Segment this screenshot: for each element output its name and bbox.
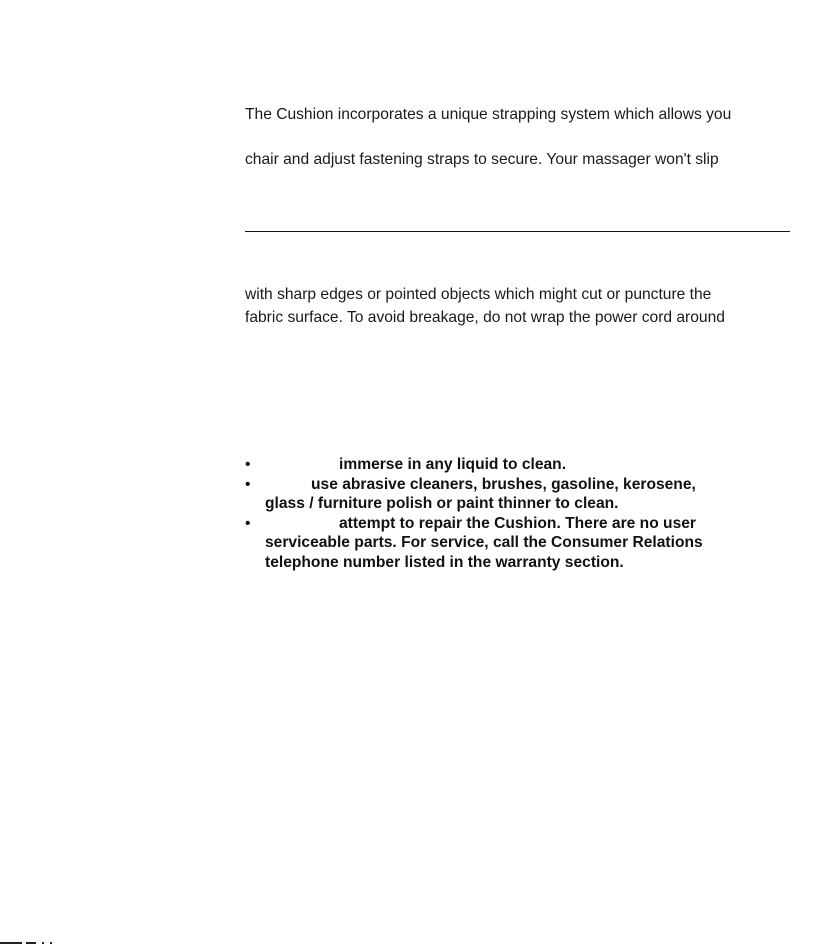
list-item: [245, 475, 805, 514]
strapping-line-2: chair and adjust fastening straps to secure. Your massager won't slip: [245, 151, 719, 168]
strapping-line-1: The Cushion incorporates a unique strapping system which allows you: [245, 106, 732, 123]
bullet-marker: •: [245, 514, 251, 532]
page-edge-mark: [0, 942, 60, 947]
cleaning-warnings-list: [245, 455, 805, 572]
bullet-marker: •: [245, 475, 251, 493]
storage-line-2: fabric surface. To avoid breakage, do not wrap the power cord around: [245, 309, 725, 326]
warning-text-continued: serviceable parts. For service, call the Consumer Relations: [265, 534, 703, 551]
warning-text-continued: glass / furniture polish or paint thinner to clean.: [265, 495, 619, 512]
list-item: [245, 514, 805, 573]
storage-line-1: with sharp edges or pointed objects which might cut or puncture the: [245, 286, 712, 303]
warning-text: attempt to repair the Cushion. There are no user: [339, 514, 696, 532]
section-divider: [245, 231, 790, 232]
list-item: [245, 455, 805, 475]
warning-text-continued: telephone number listed in the warranty section.: [265, 553, 624, 571]
warning-text: use abrasive cleaners, brushes, gasoline, kerosene,: [311, 475, 696, 493]
warning-text: immerse in any liquid to clean.: [339, 456, 567, 473]
bullet-marker: •: [245, 456, 251, 473]
